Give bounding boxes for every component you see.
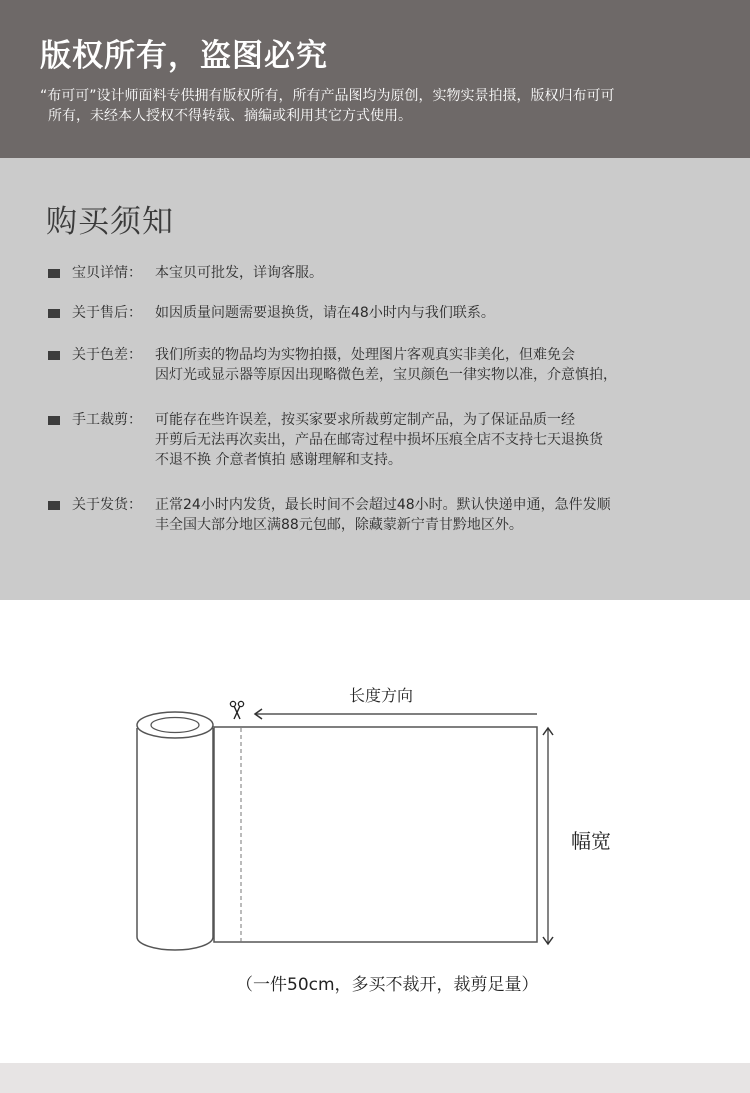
notice-item-text: 正常24小时内发货，最长时间不会超过48小时。默认快递申通，急件发顺 <box>155 497 611 513</box>
bullet-icon <box>48 501 60 510</box>
notice-item-label: 宝贝详情： <box>72 265 142 281</box>
copyright-desc-line: “布可可”设计师面料专供拥有版权所有，所有产品图均为原创，实物实景拍摄，版权归布可可 <box>40 88 615 104</box>
bullet-icon <box>48 351 60 360</box>
copyright-banner <box>0 0 750 158</box>
copyright-desc-line: 所有，未经本人授权不得转载、摘编或利用其它方式使用。 <box>48 108 412 124</box>
notice-item-text: 如因质量问题需要退换货，请在48小时内与我们联系。 <box>155 305 495 321</box>
bullet-icon <box>48 309 60 318</box>
bullet-icon <box>48 416 60 425</box>
fabric-sheet <box>214 727 537 942</box>
purchase-notice-section <box>0 158 750 600</box>
bullet-icon <box>48 269 60 278</box>
copyright-title: 版权所有，盗图必究 <box>40 38 328 74</box>
roll-body <box>137 728 213 950</box>
notice-item-text: 我们所卖的物品均为实物拍摄，处理图片客观真实非美化，但难免会 <box>155 347 575 363</box>
notice-item-text: 可能存在些许误差，按买家要求所裁剪定制产品，为了保证品质一经 <box>155 412 575 428</box>
notice-item-text: 本宝贝可批发，详询客服。 <box>155 265 323 281</box>
notice-item-text: 丰全国大部分地区满88元包邮，除藏蒙新宁青甘黔地区外。 <box>155 517 523 533</box>
cut-length-caption: （一件50cm，多买不裁开，裁剪足量） <box>236 975 539 995</box>
fabric-roll-diagram <box>0 600 750 1063</box>
length-direction-label: 长度方向 <box>349 686 414 705</box>
notice-item-text: 不退不换 介意者慎拍 感谢理解和支持。 <box>155 452 402 468</box>
notice-item-label: 手工裁剪： <box>72 412 142 428</box>
notice-item-label: 关于发货： <box>72 497 142 513</box>
copyright-description <box>40 86 720 126</box>
width-label: 幅宽 <box>571 829 611 853</box>
roll-top-inner <box>151 718 199 733</box>
notice-item-text: 开剪后无法再次卖出，产品在邮寄过程中损坏压痕全店不支持七天退换货 <box>155 432 603 448</box>
bottom-bar <box>0 1063 750 1093</box>
notice-item-label: 关于售后： <box>72 305 142 321</box>
scissors-icon <box>230 701 243 719</box>
notice-item-label: 关于色差： <box>72 347 142 363</box>
notice-title: 购买须知 <box>46 204 174 240</box>
notice-item-text: 因灯光或显示器等原因出现略微色差，宝贝颜色一律实物以准，介意慎拍， <box>155 367 617 383</box>
